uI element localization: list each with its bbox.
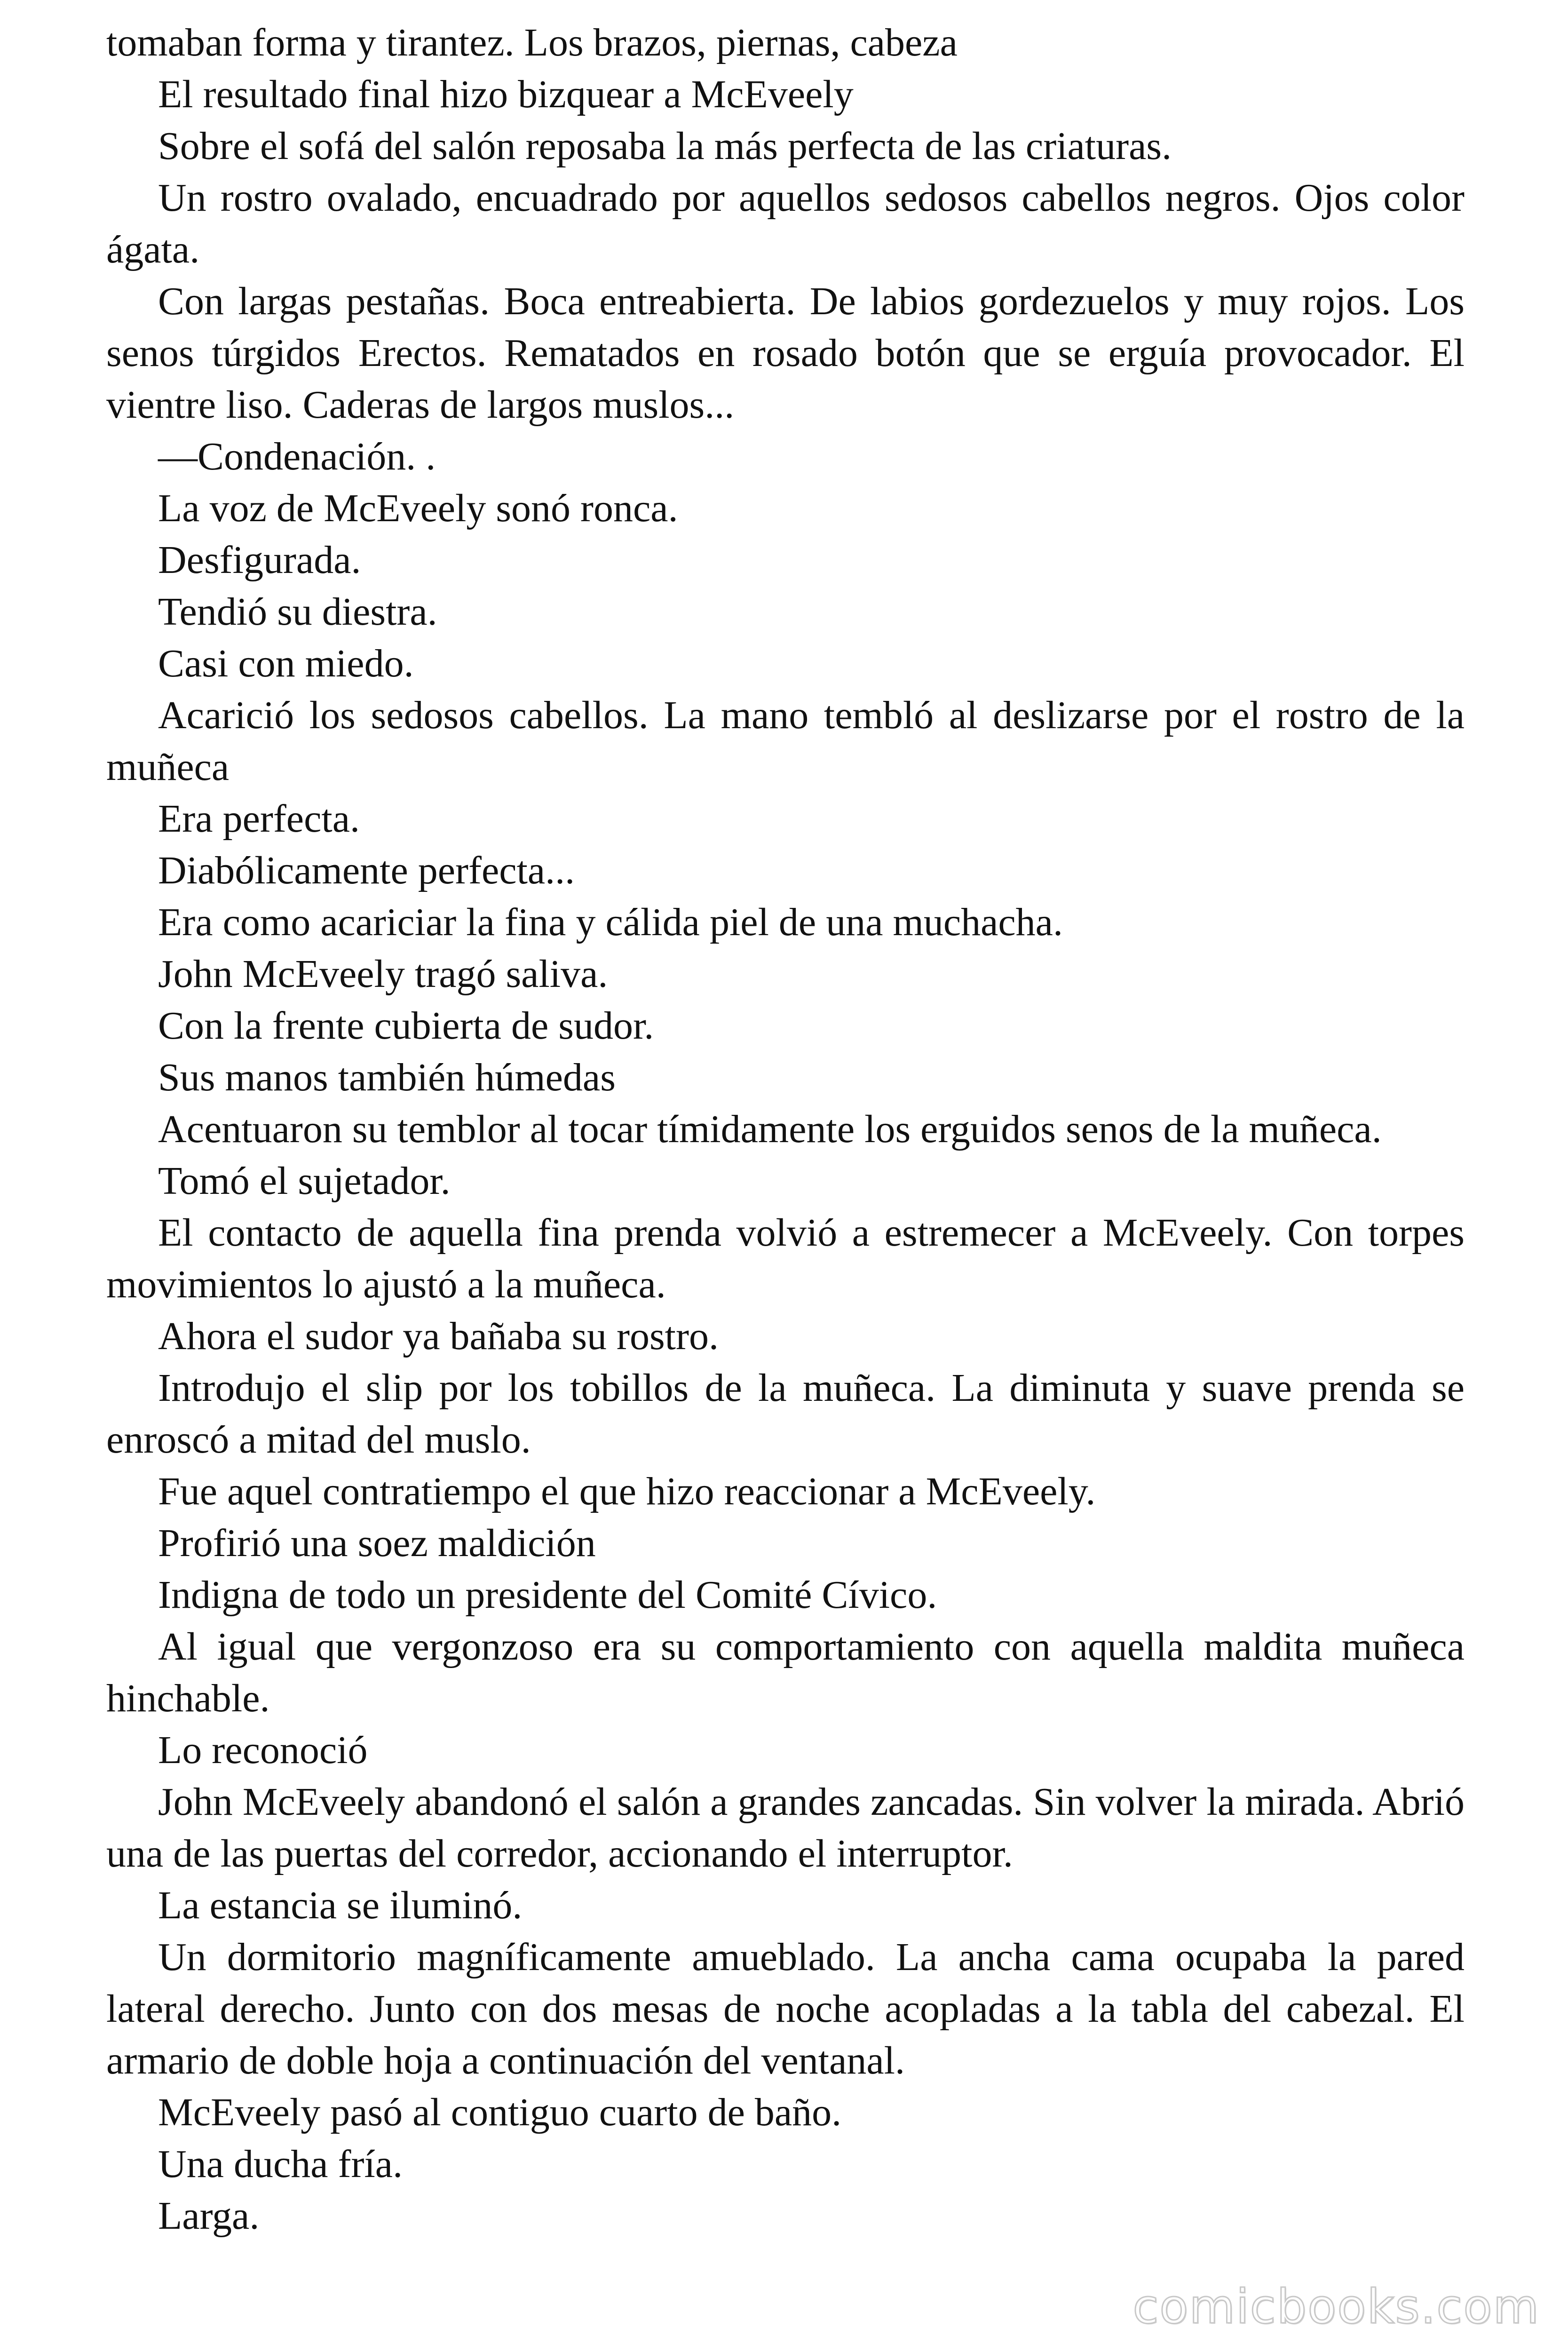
paragraph: Una ducha fría. <box>158 2142 403 2186</box>
paragraph: Sobre el sofá del salón reposaba la más perfecta de las criaturas. <box>158 124 1172 168</box>
paragraph: Profirió una soez maldición <box>158 1521 596 1565</box>
watermark: comicbooks.com <box>1132 2279 1540 2334</box>
paragraph: Acentuaron su temblor al tocar tímidamente los erguidos senos de la muñeca. <box>158 1107 1382 1151</box>
paragraph: Lo reconoció <box>158 1728 368 1772</box>
paragraph: John McEveely tragó saliva. <box>158 952 608 996</box>
paragraph: Al igual que vergonzoso era su comportamiento con aquella maldita muñeca hinchable. <box>106 1625 1465 1720</box>
paragraph: John McEveely abandonó el salón a grandes zancadas. Sin volver la mirada. Abrió una de las puertas del corredor, accionando el interruptor. <box>106 1780 1465 1875</box>
paragraph: Ahora el sudor ya bañaba su rostro. <box>158 1314 719 1358</box>
paragraph: Casi con miedo. <box>158 642 414 685</box>
paragraph: Larga. <box>158 2194 260 2238</box>
paragraph: Era perfecta. <box>158 797 360 841</box>
paragraph: Introdujo el slip por los tobillos de la muñeca. La diminuta y suave prenda se enroscó a mitad del muslo. <box>106 1366 1465 1462</box>
paragraph: Indigna de todo un presidente del Comité Cívico. <box>158 1573 937 1617</box>
paragraph: Era como acariciar la fina y cálida piel de una muchacha. <box>158 900 1063 944</box>
paragraph: McEveely pasó al contiguo cuarto de baño. <box>158 2090 842 2134</box>
paragraph: Con la frente cubierta de sudor. <box>158 1004 654 1048</box>
paragraph: Diabólicamente perfecta... <box>158 849 575 892</box>
paragraph: Tomó el sujetador. <box>158 1159 451 1203</box>
paragraph: Sus manos también húmedas <box>158 1056 616 1099</box>
paragraph: Con largas pestañas. Boca entreabierta. De labios gordezuelos y muy rojos. Los senos túrgidos Erectos. Rematados en rosado botón que se erguía provocador. El vientre liso. Caderas de largos muslos... <box>106 279 1465 427</box>
paragraph: Fue aquel contratiempo el que hizo reaccionar a McEveely. <box>158 1470 1096 1513</box>
paragraph: Un rostro ovalado, encuadrado por aquellos sedosos cabellos negros. Ojos color ágata. <box>106 176 1465 271</box>
paragraph: El contacto de aquella fina prenda volvió a estremecer a McEveely. Con torpes movimientos lo ajustó a la muñeca. <box>106 1211 1465 1306</box>
paragraph: Desfigurada. <box>158 538 361 582</box>
paragraph: Acarició los sedosos cabellos. La mano tembló al deslizarse por el rostro de la muñeca <box>106 693 1465 789</box>
paragraph: La voz de McEveely sonó ronca. <box>158 486 678 530</box>
page-text-column <box>106 17 1465 2242</box>
paragraph: tomaban forma y tirantez. Los brazos, piernas, cabeza <box>106 21 958 64</box>
paragraph: —Condenación. . <box>158 435 436 478</box>
paragraph: Tendió su diestra. <box>158 590 437 634</box>
paragraph: El resultado final hizo bizquear a McEveely <box>158 72 854 116</box>
paragraph: Un dormitorio magníficamente amueblado. La ancha cama ocupaba la pared lateral derecho. Junto con dos mesas de noche acopladas a la tabla del cabezal. El armario de doble hoja a continuación del ventanal. <box>106 1935 1465 2082</box>
paragraph: La estancia se iluminó. <box>158 1883 523 1927</box>
